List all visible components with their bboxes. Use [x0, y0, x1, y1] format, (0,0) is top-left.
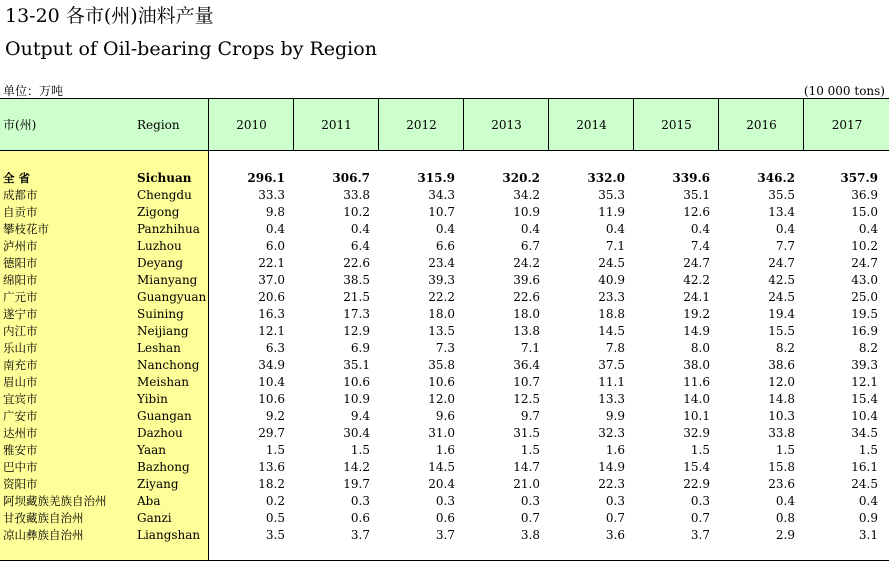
- table-row: [0, 357, 889, 374]
- value-cell: 0.4: [775, 222, 795, 236]
- data-table: [0, 98, 889, 542]
- region-name-cn: 巴中市: [3, 460, 38, 474]
- value-cell: 12.6: [683, 205, 710, 219]
- region-name-en: Yaan: [137, 443, 167, 457]
- value-cell: 13.8: [513, 324, 540, 338]
- value-cell: 10.7: [513, 375, 540, 389]
- region-name-cn: 自贡市: [3, 205, 38, 219]
- table-row: [0, 340, 889, 357]
- value-cell: 0.9: [858, 511, 878, 525]
- value-cell: 40.9: [598, 273, 625, 287]
- value-cell: 0.7: [690, 511, 710, 525]
- table-rows: [0, 170, 889, 544]
- value-cell: 0.4: [690, 222, 710, 236]
- value-cell: 37.0: [258, 273, 285, 287]
- region-name-cn: 阿坝藏族羌族自治州: [3, 494, 107, 508]
- region-name-cn: 凉山彝族自治州: [3, 528, 84, 542]
- value-cell: 20.6: [258, 290, 285, 304]
- value-cell: 24.5: [768, 290, 795, 304]
- value-cell: 12.5: [513, 392, 540, 406]
- value-cell: 43.0: [851, 273, 878, 287]
- value-cell: 0.4: [350, 222, 370, 236]
- value-cell: 13.5: [428, 324, 455, 338]
- value-cell: 24.5: [851, 477, 878, 491]
- value-cell: 42.2: [683, 273, 710, 287]
- region-name-cn: 乐山市: [3, 341, 38, 355]
- value-cell: 39.6: [513, 273, 540, 287]
- value-cell: 7.8: [605, 341, 625, 355]
- value-cell: 0.5: [265, 511, 285, 525]
- value-cell: 1.5: [520, 443, 540, 457]
- region-name-en: Dazhou: [137, 426, 183, 440]
- table-row: [0, 510, 889, 527]
- table-row: [0, 289, 889, 306]
- header-year: 2017: [803, 99, 889, 150]
- value-cell: 0.8: [775, 511, 795, 525]
- value-cell: 0.3: [350, 494, 370, 508]
- table-row: [0, 272, 889, 289]
- value-cell: 23.3: [598, 290, 625, 304]
- header-year: 2016: [718, 99, 804, 150]
- value-cell: 0.7: [605, 511, 625, 525]
- region-name-en: Guangan: [137, 409, 192, 423]
- value-cell: 13.3: [598, 392, 625, 406]
- value-cell: 15.4: [683, 460, 710, 474]
- value-cell: 10.9: [513, 205, 540, 219]
- table-row: [0, 374, 889, 391]
- value-cell: 3.7: [435, 528, 455, 542]
- value-cell: 33.8: [768, 426, 795, 440]
- value-cell: 29.7: [258, 426, 285, 440]
- value-cell: 42.5: [768, 273, 795, 287]
- value-cell: 11.6: [683, 375, 710, 389]
- region-name-cn: 攀枝花市: [3, 222, 49, 236]
- value-cell: 18.0: [428, 307, 455, 321]
- value-cell: 9.7: [520, 409, 540, 423]
- table-row: [0, 476, 889, 493]
- value-cell: 0.6: [435, 511, 455, 525]
- table-row: [0, 187, 889, 204]
- value-cell: 12.0: [768, 375, 795, 389]
- value-cell: 20.4: [428, 477, 455, 491]
- value-cell: 18.0: [513, 307, 540, 321]
- value-cell: 14.7: [513, 460, 540, 474]
- value-cell: 14.9: [683, 324, 710, 338]
- header-year: 2012: [378, 99, 464, 150]
- value-cell: 24.2: [513, 256, 540, 270]
- value-cell: 15.5: [768, 324, 795, 338]
- value-cell: 13.6: [258, 460, 285, 474]
- value-cell: 320.2: [502, 171, 540, 185]
- value-cell: 16.9: [851, 324, 878, 338]
- region-name-cn: 绵阳市: [3, 273, 38, 287]
- value-cell: 14.8: [768, 392, 795, 406]
- value-cell: 38.0: [683, 358, 710, 372]
- value-cell: 7.4: [690, 239, 710, 253]
- table-row-total: [0, 170, 889, 187]
- value-cell: 10.4: [258, 375, 285, 389]
- region-name-en: Guangyuan: [137, 290, 207, 304]
- region-name-en: Deyang: [137, 256, 184, 270]
- value-cell: 18.8: [598, 307, 625, 321]
- value-cell: 6.0: [265, 239, 285, 253]
- table-row: [0, 527, 889, 544]
- value-cell: 16.3: [258, 307, 285, 321]
- value-cell: 0.7: [520, 511, 540, 525]
- value-cell: 19.4: [768, 307, 795, 321]
- table-row: [0, 306, 889, 323]
- value-cell: 3.6: [605, 528, 625, 542]
- value-cell: 8.2: [775, 341, 795, 355]
- region-name-cn: 甘孜藏族自治州: [3, 511, 84, 525]
- table-bottom-rule: [0, 560, 889, 561]
- value-cell: 7.1: [520, 341, 540, 355]
- value-cell: 34.2: [513, 188, 540, 202]
- value-cell: 296.1: [247, 171, 285, 185]
- value-cell: 24.5: [598, 256, 625, 270]
- value-cell: 9.8: [265, 205, 285, 219]
- value-cell: 36.4: [513, 358, 540, 372]
- value-cell: 332.0: [587, 171, 625, 185]
- region-name-cn: 眉山市: [3, 375, 38, 389]
- value-cell: 1.5: [350, 443, 370, 457]
- value-cell: 0.4: [520, 222, 540, 236]
- table-row: [0, 238, 889, 255]
- region-name-cn: 泸州市: [3, 239, 38, 253]
- table-row: [0, 408, 889, 425]
- value-cell: 24.7: [851, 256, 878, 270]
- value-cell: 6.7: [520, 239, 540, 253]
- region-name-cn: 南充市: [3, 358, 38, 372]
- value-cell: 346.2: [757, 171, 795, 185]
- header-year: 2013: [463, 99, 549, 150]
- value-cell: 6.4: [350, 239, 370, 253]
- value-cell: 10.9: [343, 392, 370, 406]
- value-cell: 31.5: [513, 426, 540, 440]
- value-cell: 10.7: [428, 205, 455, 219]
- value-cell: 22.3: [598, 477, 625, 491]
- value-cell: 34.5: [851, 426, 878, 440]
- value-cell: 33.3: [258, 188, 285, 202]
- value-cell: 35.5: [768, 188, 795, 202]
- value-cell: 35.3: [598, 188, 625, 202]
- value-cell: 38.6: [768, 358, 795, 372]
- value-cell: 34.3: [428, 188, 455, 202]
- value-cell: 35.1: [683, 188, 710, 202]
- value-cell: 19.2: [683, 307, 710, 321]
- table-header: [0, 99, 889, 151]
- region-name-en: Nanchong: [137, 358, 200, 372]
- header-year: 2015: [633, 99, 719, 150]
- value-cell: 23.4: [428, 256, 455, 270]
- table-row: [0, 493, 889, 510]
- value-cell: 10.4: [851, 409, 878, 423]
- value-cell: 1.5: [858, 443, 878, 457]
- value-cell: 22.1: [258, 256, 285, 270]
- value-cell: 9.6: [435, 409, 455, 423]
- value-cell: 23.6: [768, 477, 795, 491]
- value-cell: 306.7: [332, 171, 370, 185]
- unit-label: 单位：万吨: [3, 84, 64, 98]
- value-cell: 7.1: [605, 239, 625, 253]
- table-row: [0, 204, 889, 221]
- table-row: [0, 425, 889, 442]
- region-name-en: Panzhihua: [137, 222, 200, 236]
- value-cell: 6.9: [350, 341, 370, 355]
- value-cell: 14.5: [598, 324, 625, 338]
- region-name-cn: 全 省: [3, 171, 31, 185]
- value-cell: 3.5: [265, 528, 285, 542]
- value-cell: 13.4: [768, 205, 795, 219]
- value-cell: 3.7: [350, 528, 370, 542]
- value-cell: 0.3: [690, 494, 710, 508]
- value-cell: 12.0: [428, 392, 455, 406]
- value-cell: 10.2: [343, 205, 370, 219]
- table-row: [0, 221, 889, 238]
- value-cell: 9.9: [605, 409, 625, 423]
- value-cell: 31.0: [428, 426, 455, 440]
- region-name-en: Suining: [137, 307, 184, 321]
- region-name-en: Meishan: [137, 375, 189, 389]
- value-cell: 14.5: [428, 460, 455, 474]
- value-cell: 11.1: [598, 375, 625, 389]
- value-cell: 15.4: [851, 392, 878, 406]
- value-cell: 32.9: [683, 426, 710, 440]
- value-cell: 12.9: [343, 324, 370, 338]
- table-row: [0, 459, 889, 476]
- value-cell: 16.1: [851, 460, 878, 474]
- value-cell: 10.2: [851, 239, 878, 253]
- table-row: [0, 255, 889, 272]
- region-name-en: Aba: [137, 494, 161, 508]
- value-cell: 19.5: [851, 307, 878, 321]
- header-region-cn: 市(州): [3, 118, 37, 132]
- region-name-cn: 德阳市: [3, 256, 38, 270]
- region-name-cn: 成都市: [3, 188, 38, 202]
- value-cell: 8.0: [690, 341, 710, 355]
- value-cell: 1.5: [690, 443, 710, 457]
- value-cell: 315.9: [417, 171, 455, 185]
- value-cell: 39.3: [851, 358, 878, 372]
- value-cell: 14.9: [598, 460, 625, 474]
- value-cell: 22.6: [513, 290, 540, 304]
- value-cell: 21.0: [513, 477, 540, 491]
- region-name-cn: 资阳市: [3, 477, 38, 491]
- value-cell: 11.9: [598, 205, 625, 219]
- region-name-cn: 广安市: [3, 409, 38, 423]
- value-cell: 21.5: [343, 290, 370, 304]
- value-cell: 1.5: [265, 443, 285, 457]
- header-year: 2011: [293, 99, 379, 150]
- value-cell: 10.1: [683, 409, 710, 423]
- value-cell: 39.3: [428, 273, 455, 287]
- value-cell: 35.8: [428, 358, 455, 372]
- value-cell: 22.2: [428, 290, 455, 304]
- value-cell: 33.8: [343, 188, 370, 202]
- value-cell: 0.4: [605, 222, 625, 236]
- value-cell: 15.0: [851, 205, 878, 219]
- region-name-en: Sichuan: [137, 171, 192, 185]
- page-title: 13-20 各市(州)油料产量: [5, 5, 214, 27]
- region-name-en: Mianyang: [137, 273, 198, 287]
- value-cell: 1.6: [435, 443, 455, 457]
- header-year: 2014: [548, 99, 634, 150]
- value-cell: 36.9: [851, 188, 878, 202]
- table-row: [0, 391, 889, 408]
- region-name-cn: 雅安市: [3, 443, 38, 457]
- value-cell: 38.5: [343, 273, 370, 287]
- value-cell: 0.4: [265, 222, 285, 236]
- value-cell: 0.4: [775, 494, 795, 508]
- value-cell: 6.3: [265, 341, 285, 355]
- value-cell: 22.6: [343, 256, 370, 270]
- value-cell: 24.1: [683, 290, 710, 304]
- region-name-cn: 宜宾市: [3, 392, 38, 406]
- value-cell: 2.9: [775, 528, 795, 542]
- header-year: 2010: [208, 99, 294, 150]
- value-cell: 0.4: [858, 222, 878, 236]
- value-cell: 3.1: [858, 528, 878, 542]
- value-cell: 37.5: [598, 358, 625, 372]
- page-subtitle: Output of Oil-bearing Crops by Region: [5, 38, 377, 60]
- value-cell: 0.3: [520, 494, 540, 508]
- region-name-en: Luzhou: [137, 239, 182, 253]
- value-cell: 3.7: [690, 528, 710, 542]
- value-cell: 10.6: [258, 392, 285, 406]
- value-cell: 339.6: [672, 171, 710, 185]
- value-cell: 14.0: [683, 392, 710, 406]
- region-name-en: Bazhong: [137, 460, 190, 474]
- value-cell: 357.9: [840, 171, 878, 185]
- value-cell: 0.6: [350, 511, 370, 525]
- value-cell: 0.2: [265, 494, 285, 508]
- value-cell: 14.2: [343, 460, 370, 474]
- header-region-en: Region: [137, 117, 180, 132]
- value-cell: 0.3: [435, 494, 455, 508]
- region-name-en: Ziyang: [137, 477, 179, 491]
- table-row: [0, 323, 889, 340]
- value-cell: 3.8: [520, 528, 540, 542]
- value-cell: 35.1: [343, 358, 370, 372]
- value-cell: 24.7: [768, 256, 795, 270]
- value-cell: 7.3: [435, 341, 455, 355]
- value-cell: 9.4: [350, 409, 370, 423]
- region-name-en: Liangshan: [137, 528, 201, 542]
- value-cell: 6.6: [435, 239, 455, 253]
- value-cell: 17.3: [343, 307, 370, 321]
- value-cell: 10.6: [343, 375, 370, 389]
- value-cell: 19.7: [343, 477, 370, 491]
- value-cell: 30.4: [343, 426, 370, 440]
- value-cell: 32.3: [598, 426, 625, 440]
- region-name-en: Leshan: [137, 341, 181, 355]
- value-cell: 12.1: [851, 375, 878, 389]
- value-cell: 24.7: [683, 256, 710, 270]
- value-cell: 0.3: [605, 494, 625, 508]
- value-cell: 9.2: [265, 409, 285, 423]
- region-name-cn: 广元市: [3, 290, 38, 304]
- region-name-en: Chengdu: [137, 188, 192, 202]
- value-cell: 10.6: [428, 375, 455, 389]
- region-name-cn: 内江市: [3, 324, 38, 338]
- value-cell: 0.4: [858, 494, 878, 508]
- unit-label-en: (10 000 tons): [803, 84, 885, 98]
- value-cell: 0.4: [435, 222, 455, 236]
- region-name-en: Ganzi: [137, 511, 172, 525]
- table-row: [0, 442, 889, 459]
- value-cell: 8.2: [858, 341, 878, 355]
- value-cell: 12.1: [258, 324, 285, 338]
- region-name-en: Neijiang: [137, 324, 189, 338]
- value-cell: 25.0: [851, 290, 878, 304]
- value-cell: 1.5: [775, 443, 795, 457]
- value-cell: 1.6: [605, 443, 625, 457]
- value-cell: 10.3: [768, 409, 795, 423]
- value-cell: 22.9: [683, 477, 710, 491]
- region-name-en: Yibin: [137, 392, 168, 406]
- region-name-cn: 达州市: [3, 426, 38, 440]
- value-cell: 15.8: [768, 460, 795, 474]
- value-cell: 34.9: [258, 358, 285, 372]
- value-cell: 7.7: [775, 239, 795, 253]
- region-name-en: Zigong: [137, 205, 180, 219]
- region-name-cn: 遂宁市: [3, 307, 38, 321]
- value-cell: 18.2: [258, 477, 285, 491]
